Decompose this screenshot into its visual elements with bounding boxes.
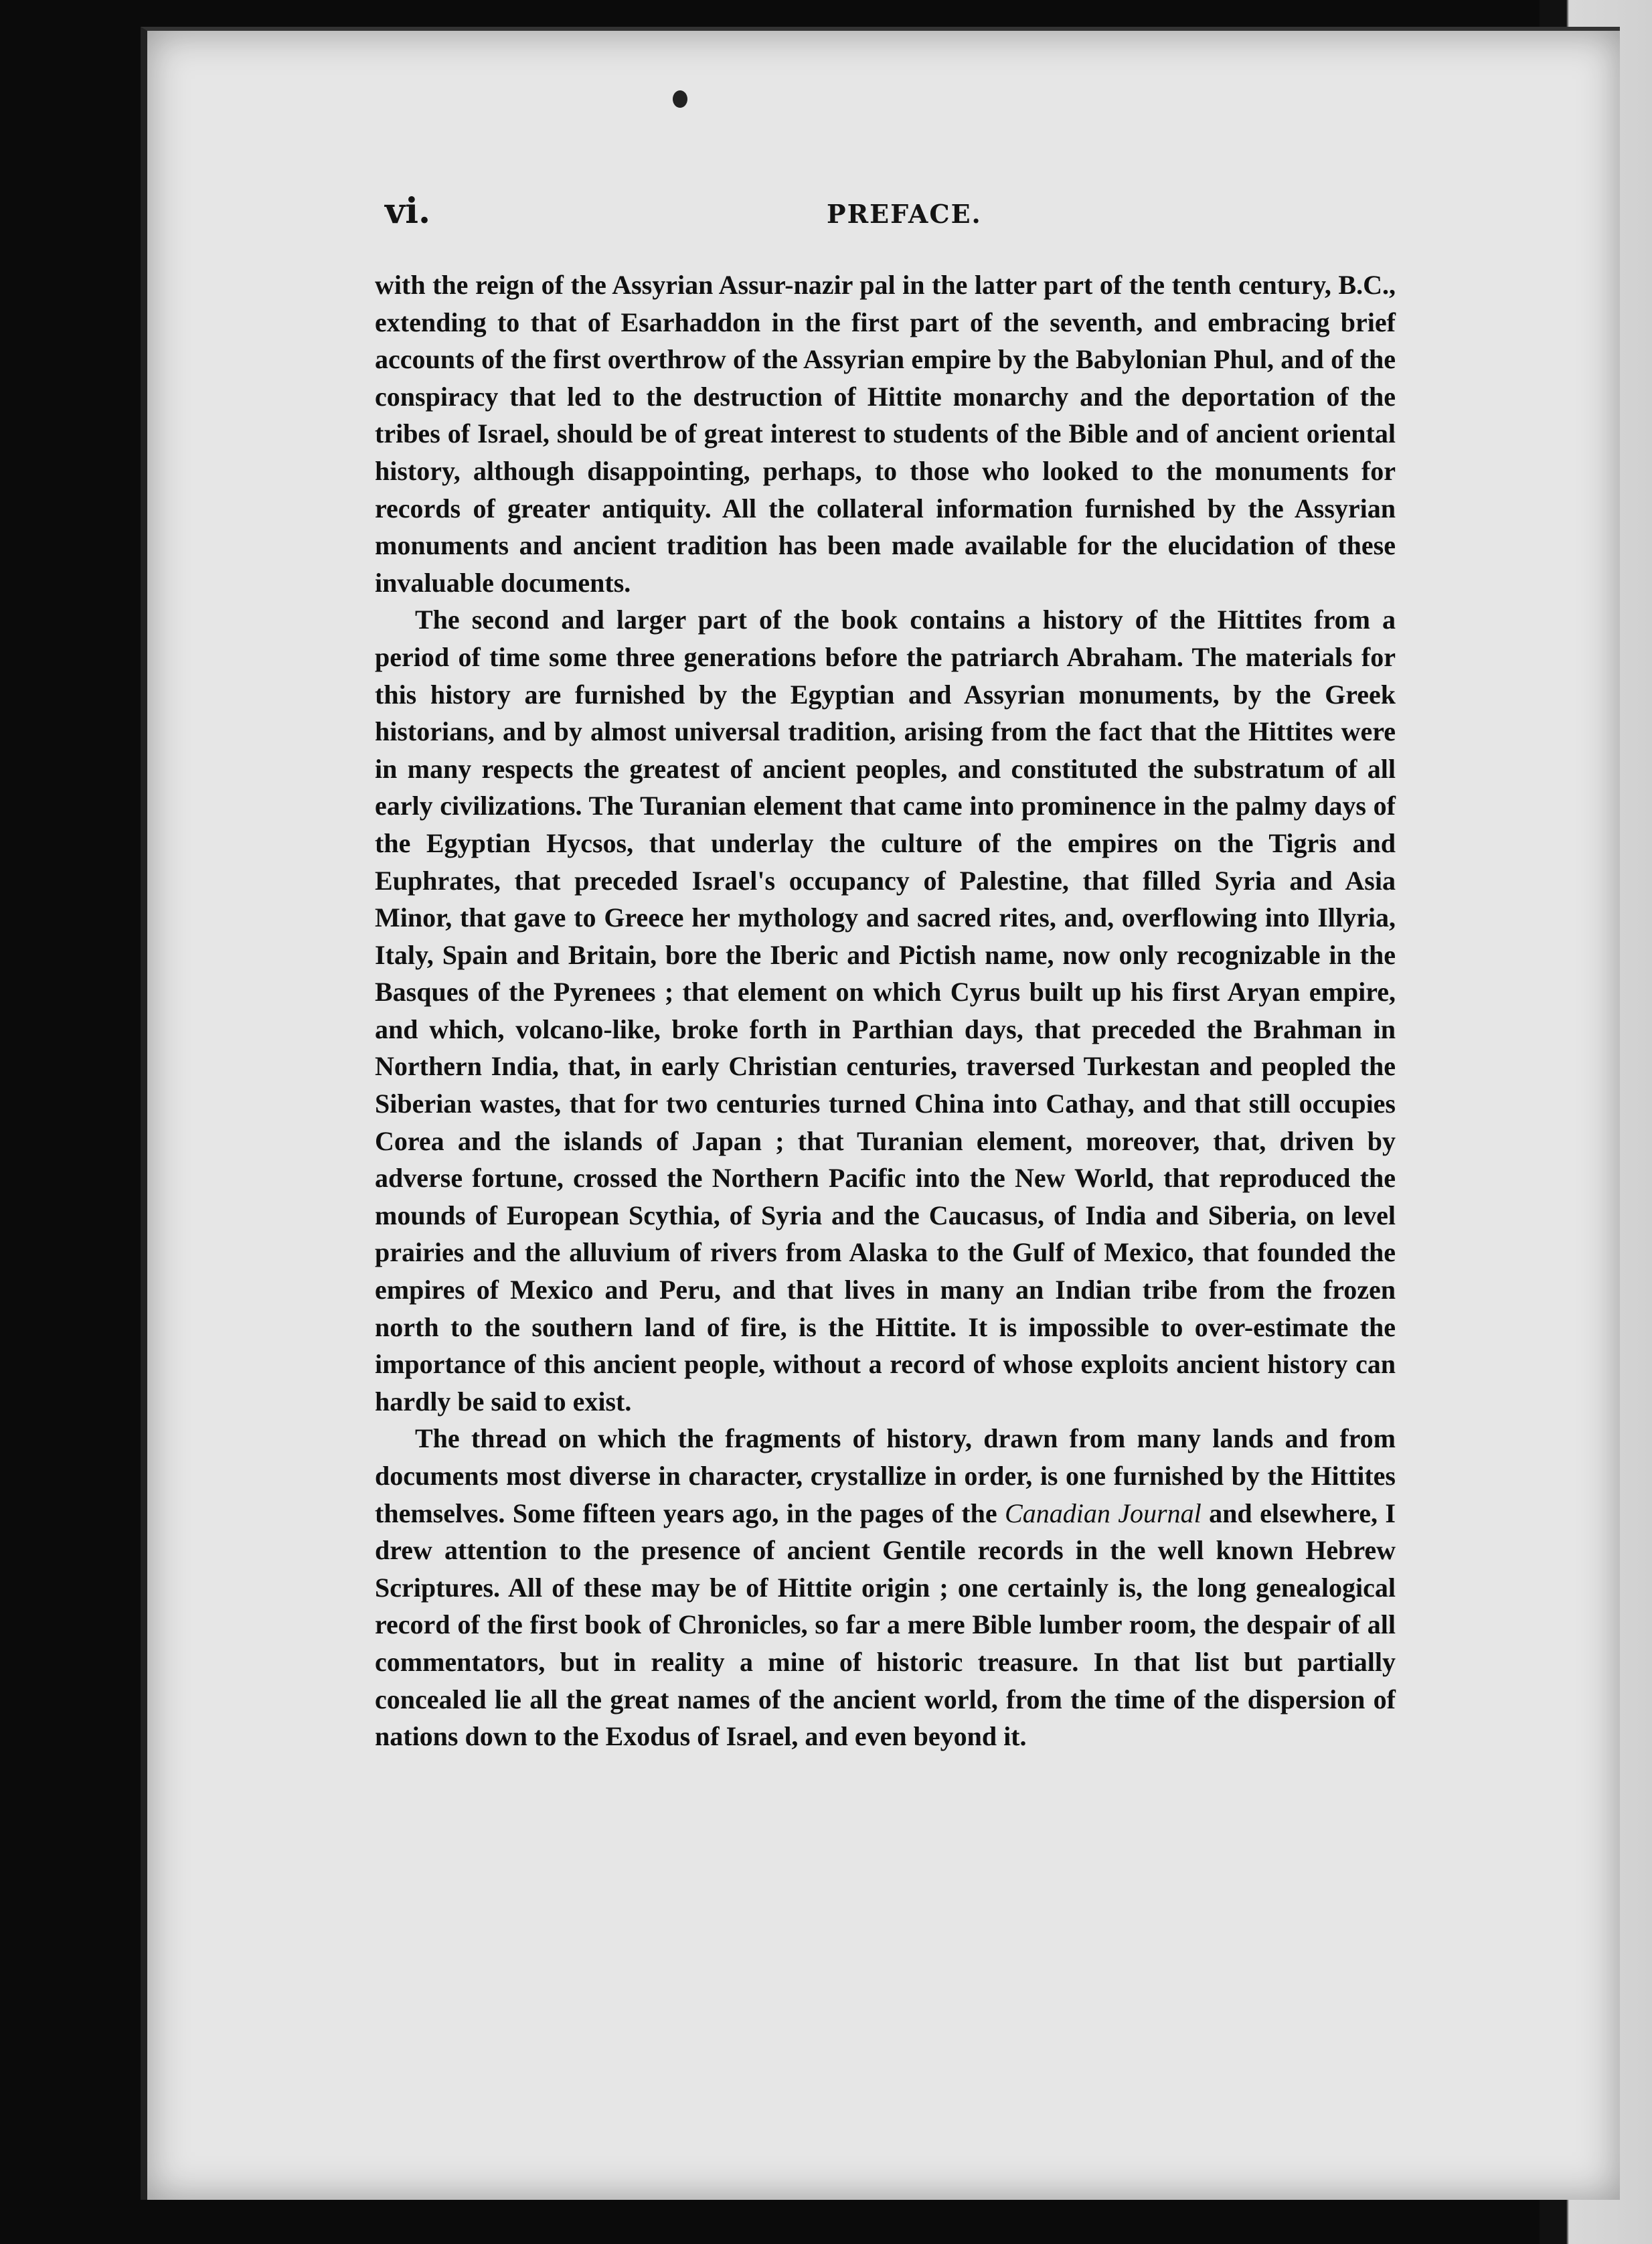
body-text (375, 266, 1396, 1755)
page-number: vi. (385, 191, 431, 232)
paragraph-3-part-1: The thread on which the fragments of history, drawn from many lands and from documents most diverse in character, crystallize in order, is one furnished by the Hittites themselves. Some fifteen years ago, in the pages of the (375, 1423, 1396, 1528)
paragraph-3 (375, 1420, 1396, 1755)
page-header (385, 191, 1396, 238)
paragraph-2: The second and larger part of the book contains a history of the Hittites from a period of time some three generations before the patriarch Abraham. The materials for this history are furnished by the Egyptian and Assyrian monuments, by the Greek historians, and by almost universal tradition, arising from the fact that the Hittites were in many respects the greatest of ancient peoples, and constituted the substratum of all early civilizations. The Turanian element that came into prominence in the palmy days of the Egyptian Hycsos, that underlay the culture of the empires on the Tigris and Euphrates, that preceded Israel's occupancy of Palestine, that filled Syria and Asia Minor, that gave to Greece her mythology and sacred rites, and, overflowing into Illyria, Italy, Spain and Britain, bore the Iberic and Pictish name, now only recognizable in the Basques of the Pyrenees ; that element on which Cyrus built up his first Aryan empire, and which, volcano-like, broke forth in Parthian days, that preceded the Brahman in Northern India, that, in early Christian centuries, traversed Turkestan and peopled the Siberian wastes, that for two centuries turned China into Cathay, and that still occupies Corea and the islands of Japan ; that Turanian element, moreover, that, driven by adverse fortune, crossed the Northern Pacific into the New World, that reproduced the mounds of European Scythia, of Syria and the Caucasus, of India and Siberia, on level prairies and the alluvium of rivers from Alaska to the Gulf of Mexico, that founded the empires of Mexico and Peru, and that lives in many an Indian tribe from the frozen north to the southern land of fire, is the Hittite. It is impossible to over-estimate the importance of this ancient people, without a record of whose exploits ancient history can hardly be said to exist. (375, 605, 1396, 1417)
paragraph-1: with the reign of the Assyrian Assur-nazir pal in the latter part of the tenth century, B.C., extending to that of Esarhaddon in the first part of the seventh, and embracing brief accounts of the first overthrow of the Assyrian empire by the Babylonian Phul, and of the conspiracy that led to the destruction of Hittite monarchy and the deportation of the tribes of Israel, should be of great interest to students of the Bible and of ancient oriental history, although disappointing, perhaps, to those who looked to the monuments for records of greater antiquity. All the collateral information furnished by the Assyrian monuments and ancient tradition has been made available for the elucidation of these invaluable documents. (375, 270, 1396, 598)
binding-hole (673, 90, 687, 108)
journal-title: Canadian Journal (1005, 1498, 1202, 1528)
running-title: PREFACE. (827, 199, 982, 229)
paragraph-3-part-2: and elsewhere, I drew attention to the presence of ancient Gentile records in the well known Hebrew Scriptures. All of these may be of Hittite origin ; one certainly is, the long genealogical record of the first book of Chronicles, so far a mere Bible lumber room, the despair of all commentators, but in reality a mine of historic treasure. In that list but partially concealed lie all the great names of the ancient world, from the time of the dispersion of nations down to the Exodus of Israel, and even beyond it. (375, 1498, 1396, 1752)
